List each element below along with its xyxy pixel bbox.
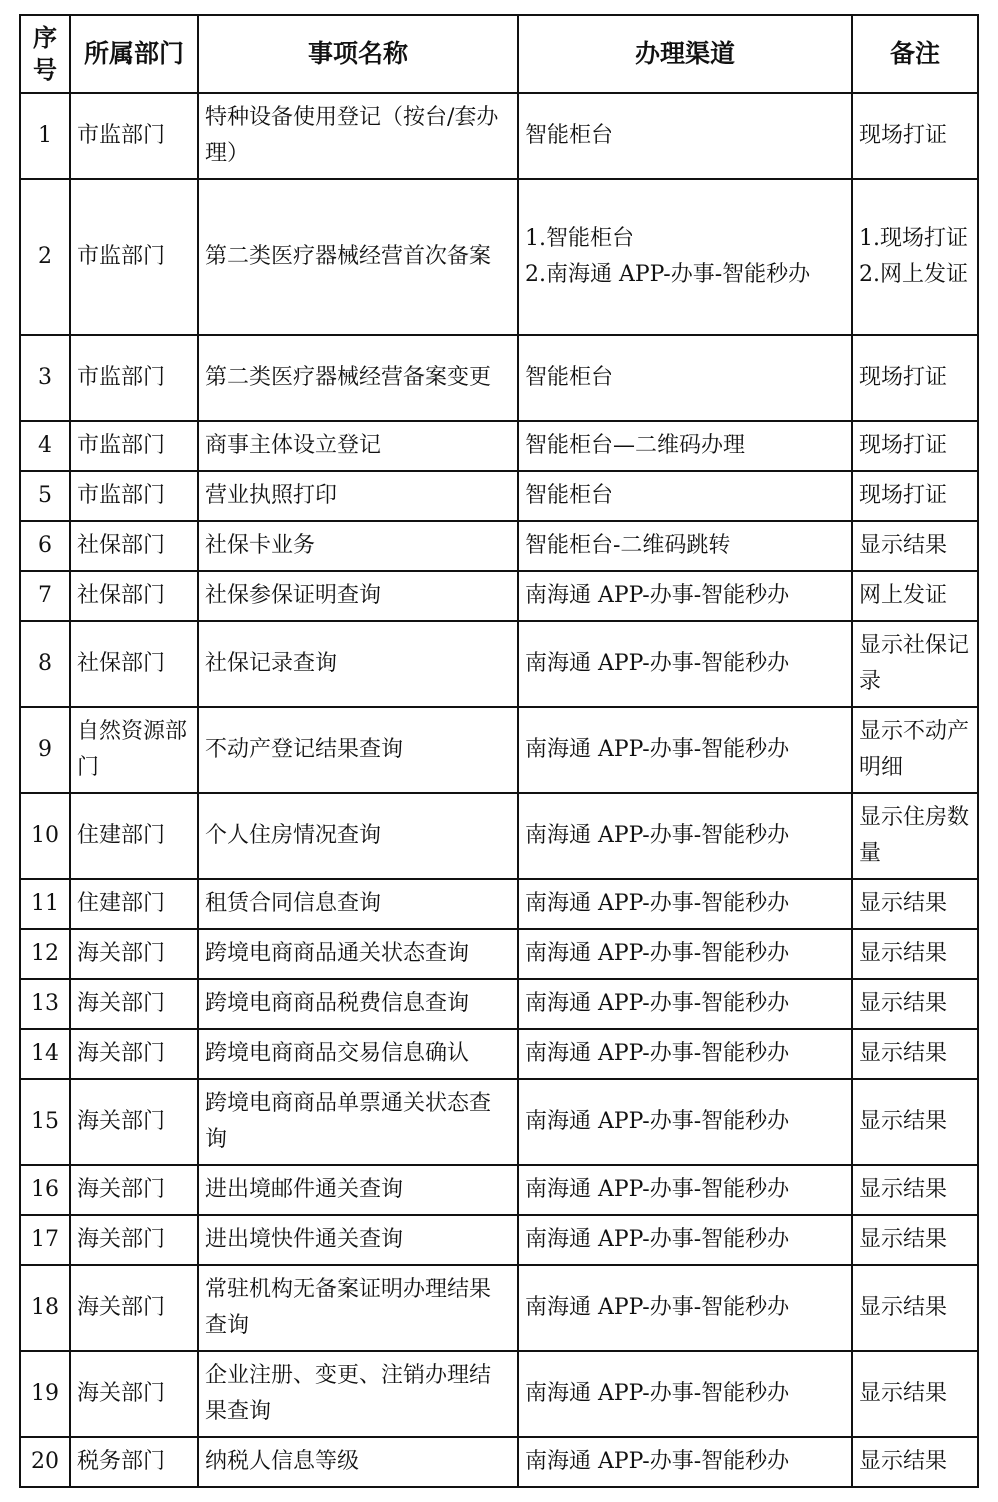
cell-no: 1 bbox=[20, 93, 70, 179]
cell-item-name: 常驻机构无备案证明办理结果查询 bbox=[198, 1265, 518, 1351]
cell-no: 13 bbox=[20, 979, 70, 1029]
cell-channel: 南海通 APP-办事-智能秒办 bbox=[518, 979, 852, 1029]
cell-department: 海关部门 bbox=[70, 1079, 198, 1165]
cell-no: 2 bbox=[20, 179, 70, 335]
cell-note: 现场打证 bbox=[852, 335, 978, 421]
header-note: 备注 bbox=[852, 15, 978, 93]
cell-channel: 南海通 APP-办事-智能秒办 bbox=[518, 621, 852, 707]
table-row bbox=[20, 793, 978, 879]
cell-channel: 智能柜台 bbox=[518, 335, 852, 421]
cell-department: 自然资源部门 bbox=[70, 707, 198, 793]
cell-department: 市监部门 bbox=[70, 93, 198, 179]
header-no: 序号 bbox=[20, 15, 70, 93]
cell-department: 海关部门 bbox=[70, 1215, 198, 1265]
cell-note: 显示结果 bbox=[852, 1351, 978, 1437]
cell-channel: 南海通 APP-办事-智能秒办 bbox=[518, 1029, 852, 1079]
table-row bbox=[20, 335, 978, 421]
cell-item-name: 进出境快件通关查询 bbox=[198, 1215, 518, 1265]
table-body bbox=[20, 93, 978, 1487]
cell-item-name: 跨境电商商品通关状态查询 bbox=[198, 929, 518, 979]
cell-item-name: 商事主体设立登记 bbox=[198, 421, 518, 471]
table-row bbox=[20, 1351, 978, 1437]
cell-no: 17 bbox=[20, 1215, 70, 1265]
cell-note: 显示结果 bbox=[852, 1215, 978, 1265]
table-row bbox=[20, 421, 978, 471]
cell-note: 显示结果 bbox=[852, 1079, 978, 1165]
cell-department: 市监部门 bbox=[70, 471, 198, 521]
service-table bbox=[19, 14, 979, 1488]
header-department: 所属部门 bbox=[70, 15, 198, 93]
cell-note: 显示不动产明细 bbox=[852, 707, 978, 793]
cell-channel: 南海通 APP-办事-智能秒办 bbox=[518, 1437, 852, 1487]
cell-no: 19 bbox=[20, 1351, 70, 1437]
cell-department: 海关部门 bbox=[70, 979, 198, 1029]
table-row bbox=[20, 979, 978, 1029]
table-row bbox=[20, 1079, 978, 1165]
cell-item-name: 跨境电商商品税费信息查询 bbox=[198, 979, 518, 1029]
cell-department: 市监部门 bbox=[70, 335, 198, 421]
cell-channel: 南海通 APP-办事-智能秒办 bbox=[518, 1079, 852, 1165]
cell-note: 显示结果 bbox=[852, 1165, 978, 1215]
cell-item-name: 跨境电商商品单票通关状态查询 bbox=[198, 1079, 518, 1165]
table-row bbox=[20, 929, 978, 979]
cell-no: 9 bbox=[20, 707, 70, 793]
cell-channel: 南海通 APP-办事-智能秒办 bbox=[518, 879, 852, 929]
cell-item-name: 社保参保证明查询 bbox=[198, 571, 518, 621]
cell-department: 海关部门 bbox=[70, 1029, 198, 1079]
cell-item-name: 企业注册、变更、注销办理结果查询 bbox=[198, 1351, 518, 1437]
header-item-name: 事项名称 bbox=[198, 15, 518, 93]
cell-note: 显示住房数量 bbox=[852, 793, 978, 879]
cell-channel: 智能柜台-二维码跳转 bbox=[518, 521, 852, 571]
table-row bbox=[20, 521, 978, 571]
table-row bbox=[20, 1029, 978, 1079]
cell-no: 18 bbox=[20, 1265, 70, 1351]
table-row bbox=[20, 471, 978, 521]
cell-channel: 南海通 APP-办事-智能秒办 bbox=[518, 1215, 852, 1265]
cell-no: 6 bbox=[20, 521, 70, 571]
cell-note: 网上发证 bbox=[852, 571, 978, 621]
cell-no: 16 bbox=[20, 1165, 70, 1215]
cell-item-name: 营业执照打印 bbox=[198, 471, 518, 521]
cell-item-name: 进出境邮件通关查询 bbox=[198, 1165, 518, 1215]
cell-department: 税务部门 bbox=[70, 1437, 198, 1487]
cell-channel: 南海通 APP-办事-智能秒办 bbox=[518, 1265, 852, 1351]
cell-note: 显示结果 bbox=[852, 879, 978, 929]
cell-no: 8 bbox=[20, 621, 70, 707]
cell-channel: 南海通 APP-办事-智能秒办 bbox=[518, 929, 852, 979]
cell-item-name: 特种设备使用登记（按台/套办理） bbox=[198, 93, 518, 179]
cell-item-name: 不动产登记结果查询 bbox=[198, 707, 518, 793]
cell-department: 海关部门 bbox=[70, 929, 198, 979]
cell-no: 7 bbox=[20, 571, 70, 621]
cell-no: 12 bbox=[20, 929, 70, 979]
cell-department: 社保部门 bbox=[70, 571, 198, 621]
cell-channel: 南海通 APP-办事-智能秒办 bbox=[518, 793, 852, 879]
cell-department: 海关部门 bbox=[70, 1165, 198, 1215]
cell-department: 海关部门 bbox=[70, 1265, 198, 1351]
table-row bbox=[20, 93, 978, 179]
cell-item-name: 社保卡业务 bbox=[198, 521, 518, 571]
cell-department: 市监部门 bbox=[70, 421, 198, 471]
header-channel: 办理渠道 bbox=[518, 15, 852, 93]
cell-channel: 南海通 APP-办事-智能秒办 bbox=[518, 571, 852, 621]
cell-item-name: 个人住房情况查询 bbox=[198, 793, 518, 879]
cell-no: 4 bbox=[20, 421, 70, 471]
table-row bbox=[20, 1437, 978, 1487]
table-row bbox=[20, 879, 978, 929]
cell-item-name: 租赁合同信息查询 bbox=[198, 879, 518, 929]
cell-no: 10 bbox=[20, 793, 70, 879]
cell-no: 5 bbox=[20, 471, 70, 521]
cell-channel: 1.智能柜台 2.南海通 APP-办事-智能秒办 bbox=[518, 179, 852, 335]
cell-department: 海关部门 bbox=[70, 1351, 198, 1437]
cell-note: 显示结果 bbox=[852, 521, 978, 571]
cell-item-name: 第二类医疗器械经营备案变更 bbox=[198, 335, 518, 421]
cell-no: 3 bbox=[20, 335, 70, 421]
cell-no: 11 bbox=[20, 879, 70, 929]
cell-channel: 智能柜台—二维码办理 bbox=[518, 421, 852, 471]
table-row bbox=[20, 1215, 978, 1265]
cell-item-name: 跨境电商商品交易信息确认 bbox=[198, 1029, 518, 1079]
cell-note: 显示结果 bbox=[852, 929, 978, 979]
cell-note: 显示结果 bbox=[852, 1265, 978, 1351]
cell-channel: 南海通 APP-办事-智能秒办 bbox=[518, 1351, 852, 1437]
cell-note: 现场打证 bbox=[852, 471, 978, 521]
table-row bbox=[20, 179, 978, 335]
cell-no: 20 bbox=[20, 1437, 70, 1487]
cell-channel: 智能柜台 bbox=[518, 93, 852, 179]
table-row bbox=[20, 1265, 978, 1351]
cell-note: 现场打证 bbox=[852, 93, 978, 179]
cell-item-name: 第二类医疗器械经营首次备案 bbox=[198, 179, 518, 335]
cell-note: 显示结果 bbox=[852, 1029, 978, 1079]
cell-no: 14 bbox=[20, 1029, 70, 1079]
table-row bbox=[20, 707, 978, 793]
cell-department: 住建部门 bbox=[70, 879, 198, 929]
cell-item-name: 纳税人信息等级 bbox=[198, 1437, 518, 1487]
cell-no: 15 bbox=[20, 1079, 70, 1165]
cell-department: 市监部门 bbox=[70, 179, 198, 335]
cell-note: 显示结果 bbox=[852, 1437, 978, 1487]
cell-note: 显示结果 bbox=[852, 979, 978, 1029]
cell-item-name: 社保记录查询 bbox=[198, 621, 518, 707]
table-row bbox=[20, 1165, 978, 1215]
header-row bbox=[20, 15, 978, 93]
cell-department: 社保部门 bbox=[70, 521, 198, 571]
table-row bbox=[20, 621, 978, 707]
cell-channel: 南海通 APP-办事-智能秒办 bbox=[518, 707, 852, 793]
cell-note: 现场打证 bbox=[852, 421, 978, 471]
cell-note: 1.现场打证 2.网上发证 bbox=[852, 179, 978, 335]
table-row bbox=[20, 571, 978, 621]
cell-channel: 智能柜台 bbox=[518, 471, 852, 521]
cell-department: 社保部门 bbox=[70, 621, 198, 707]
cell-channel: 南海通 APP-办事-智能秒办 bbox=[518, 1165, 852, 1215]
cell-department: 住建部门 bbox=[70, 793, 198, 879]
cell-note: 显示社保记录 bbox=[852, 621, 978, 707]
